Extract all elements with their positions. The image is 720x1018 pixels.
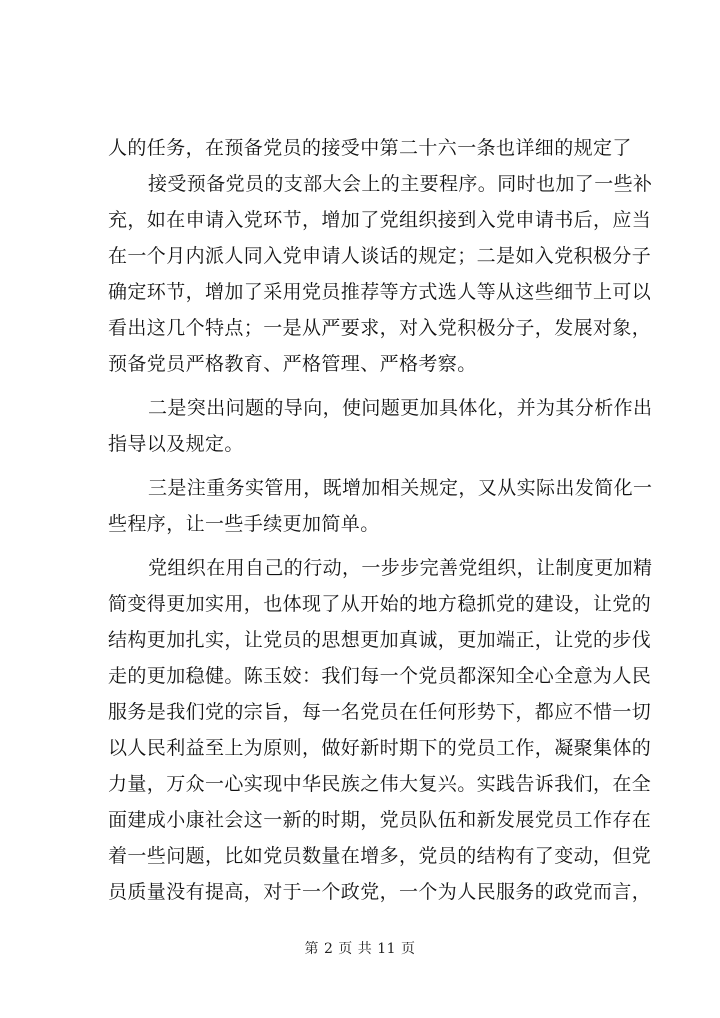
text-line: 力量，万众一心实现中华民族之伟大复兴。实践告诉我们，在全: [108, 773, 652, 795]
text-line: 指导以及规定。: [108, 433, 244, 455]
text-line: 些程序，让一些手续更加简单。: [108, 513, 380, 535]
text-line: 在一个月内派人同入党申请人谈话的规定；二是如入党积极分子: [108, 245, 652, 267]
text-line: 着一些问题，比如党员数量在增多，党员的结构有了变动，但党: [108, 845, 652, 867]
text-line: 二是突出问题的导向，使问题更加具体化，并为其分析作出: [148, 397, 653, 419]
text-line: 走的更加稳健。陈玉姣：我们每一个党员都深知全心全意为人民: [108, 665, 652, 687]
text-line: 接受预备党员的支部大会上的主要程序。同时也加了一些补: [148, 173, 653, 195]
document-body: [108, 130, 653, 910]
text-line: 充，如在申请入党环节，增加了党组织接到入党申请书后，应当: [108, 209, 652, 231]
text-line: 以人民利益至上为原则，做好新时期下的党员工作，凝聚集体的: [108, 737, 652, 759]
text-line: 三是注重务实管用，既增加相关规定，又从实际出发简化一: [148, 477, 653, 499]
page-number-footer: 第 2 页 共 11 页: [304, 941, 416, 957]
text-line: 预备党员严格教育、严格管理、严格考察。: [108, 353, 477, 375]
text-line: 员质量没有提高，对于一个政党，一个为人民服务的政党而言，: [108, 881, 652, 903]
text-line: 确定环节，增加了采用党员推荐等方式选人等从这些细节上可以: [108, 281, 652, 303]
text-line: 简变得更加实用，也体现了从开始的地方稳抓党的建设，让党的: [108, 593, 652, 615]
text-line: 党组织在用自己的行动，一步步完善党组织，让制度更加精: [148, 557, 653, 579]
text-line: 看出这几个特点；一是从严要求，对入党积极分子，发展对象，: [108, 317, 652, 339]
text-line: 服务是我们党的宗旨，每一名党员在任何形势下，都应不惜一切: [108, 701, 652, 723]
text-line: 人的任务，在预备党员的接受中第二十六一条也详细的规定了: [108, 137, 632, 159]
text-line: 面建成小康社会这一新的时期，党员队伍和新发展党员工作存在: [108, 809, 652, 831]
text-line: 结构更加扎实，让党员的思想更加真诚，更加端正，让党的步伐: [108, 629, 652, 651]
